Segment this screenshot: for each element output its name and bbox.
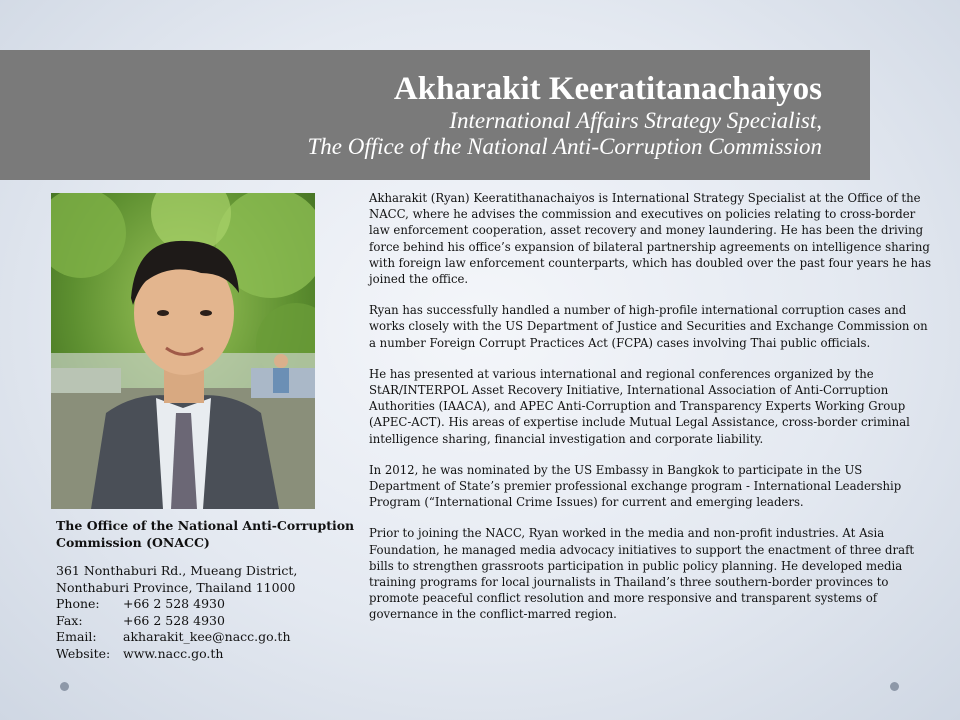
title-banner: [0, 50, 870, 180]
email-label: Email:: [56, 629, 97, 644]
bio-paragraph: He has presented at various international and regional conferences organized by the StAR/INTERPOL Asset Recovery Initiative, International Association of Anti-Corruption Authorities (IAACA), and APEC Anti-Corruption and Transparency Experts Working Group (APEC-ACT). His areas of expertise include Mutual Legal Assistance, cross-border criminal intelligence sharing, financial investigation and corporate liability.: [369, 366, 910, 446]
website-label: Website:: [56, 645, 111, 661]
phone-row: [56, 596, 356, 613]
contact-block: [56, 518, 356, 662]
email-row: [56, 629, 356, 646]
bullet-dot: [60, 682, 69, 691]
organization-name: The Office of the National Anti-Corruption Commission (ONACC): [56, 518, 355, 550]
website-value[interactable]: www.nacc.go.th: [123, 645, 224, 661]
fax-row: [56, 613, 356, 630]
portrait-photo: [51, 193, 315, 509]
bio-paragraph: Prior to joining the NACC, Ryan worked in the media and non-profit industries. At Asia Foundation, he managed media advocacy initiatives to support the enactment of three draft bills to strengthen grassroots participation in public policy planning. He developed media training programs for local journalists in Thailand’s three southern-border provinces to promote peaceful conflict resolution and more responsive and transparent systems of governance in the conflict-marred region.: [369, 526, 915, 622]
bio-paragraph: In 2012, he was nominated by the US Embassy in Bangkok to participate in the US Department of State’s premier professional exchange program - International Leadership Program (“International Crime Issues) for current and emerging leaders.: [369, 462, 902, 510]
address-line: Nonthaburi Province, Thailand 11000: [56, 579, 296, 595]
biography: [369, 190, 935, 638]
job-title: International Affairs Strategy Specialist,: [449, 108, 822, 133]
person-name: Akharakit Keeratitanachaiyos: [393, 71, 822, 107]
bullet-dot: [890, 682, 899, 691]
organization-title: The Office of the National Anti-Corruption Commission: [307, 134, 822, 159]
portrait-illustration: [51, 193, 315, 509]
website-row: [56, 646, 356, 663]
address-line: 361 Nonthaburi Rd., Mueang District,: [56, 563, 298, 578]
phone-value: +66 2 528 4930: [123, 596, 225, 611]
fax-value: +66 2 528 4930: [123, 612, 225, 628]
bio-paragraph: Akharakit (Ryan) Keeratithanachaiyos is International Strategy Specialist at the Office of the NACC, where he advises the commission and executives on policies relating to cross-border law enforcement cooperation, asset recovery and money laundering. He has been the driving force behind his office’s expansion of bilateral partnership agreements on intelligence sharing with foreign law enforcement counterparts, which has doubled over the past four years he has joined the office.: [369, 191, 932, 287]
fax-label: Fax:: [56, 612, 83, 628]
phone-label: Phone:: [56, 596, 100, 611]
email-value[interactable]: akharakit_kee@nacc.go.th: [123, 629, 291, 644]
bio-paragraph: Ryan has successfully handled a number of high-profile international corruption cases and works closely with the US Department of Justice and Securities and Exchange Commission on a number Foreign Corrupt Practices Act (FCPA) cases involving Thai public officials.: [369, 303, 928, 350]
